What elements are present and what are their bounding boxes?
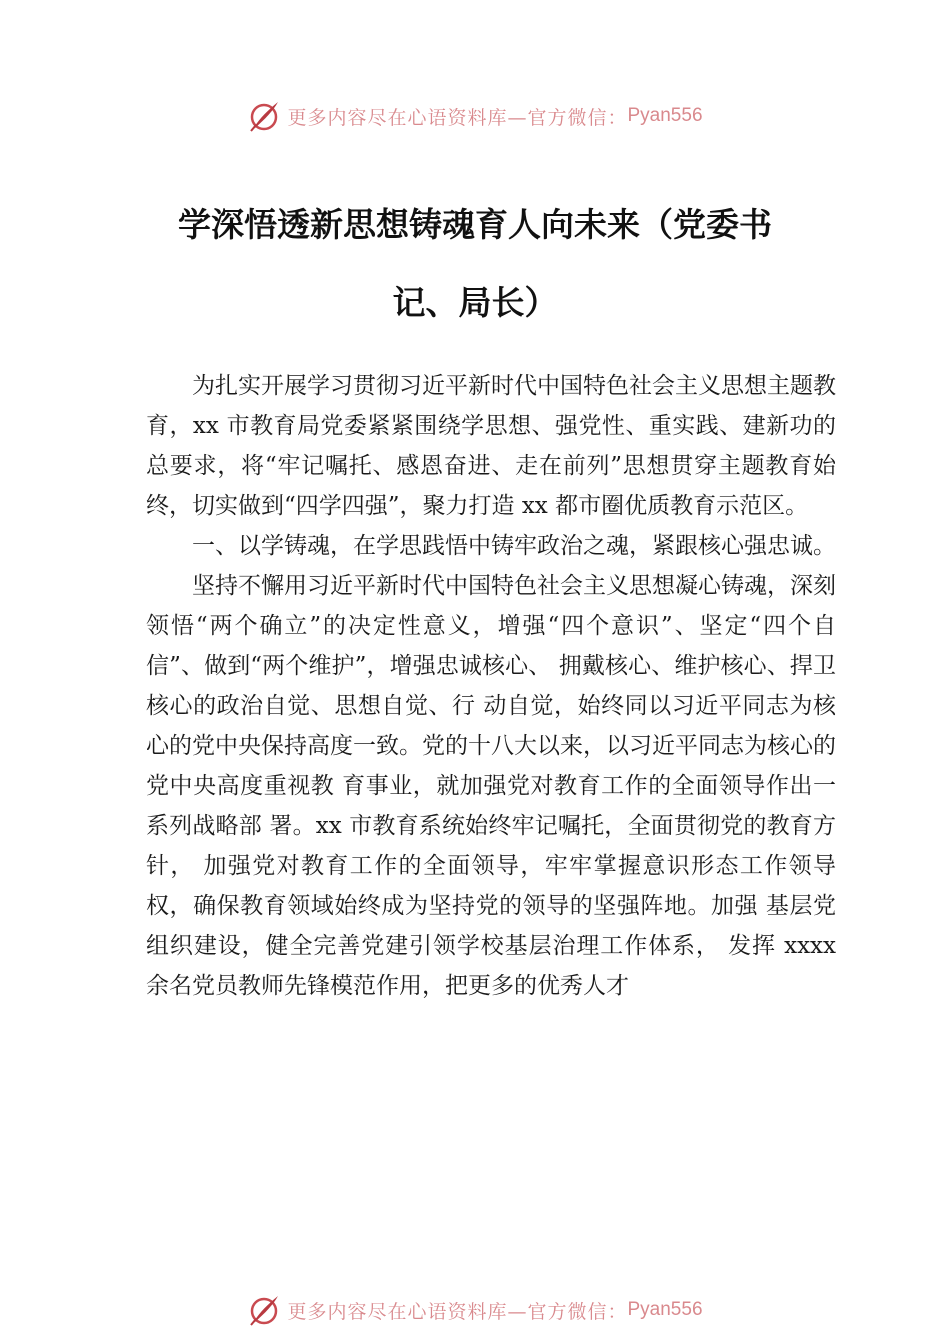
header-watermark <box>0 96 950 136</box>
watermark-wechat-id: Pyan556 <box>627 1299 703 1320</box>
document-title <box>140 186 810 342</box>
paragraph-intro: 为扎实开展学习贯彻习近平新时代中国特色社会主义思想主题教育，xx 市教育局党委紧紧围绕学思想、强党性、重实践、建新功的总要求，将“牢记嘱托、感恩奋进、走在前列”思想贯穿主题教育始终，切实做到“四学四强”，聚力打造 xx 都市圈优质教育示范区。 <box>146 373 836 519</box>
quill-logo-icon <box>247 99 281 133</box>
watermark-wechat-id: Pyan556 <box>627 105 703 126</box>
footer-watermark <box>0 1290 950 1330</box>
watermark-text: 更多内容尽在心语资料库—官方微信： <box>287 106 628 129</box>
watermark-text: 更多内容尽在心语资料库—官方微信： <box>287 1300 628 1323</box>
paragraph-section-heading: 一、以学铸魂，在学思践悟中铸牢政治之魂，紧跟核心强忠诚。 <box>192 533 836 559</box>
title-line-2: 记、局长） <box>392 283 558 322</box>
document-body <box>146 366 836 1006</box>
title-line-1: 学深悟透新思想铸魂育人向未来（党委书 <box>178 205 772 244</box>
quill-logo-icon <box>247 1293 281 1327</box>
paragraph-section-body: 坚持不懈用习近平新时代中国特色社会主义思想凝心铸魂，深刻领悟“两个确立”的决定性意义，增强“四个意识”、坚定“四个自信”、做到“两个维护”，增强忠诚核心、 拥戴核心、维护核心、捍卫核心的政治自觉、思想自觉、行 动自觉，始终同以习近平同志为核心的党中央保持高度一致。党的十八大以来，以习近平同志为核心的党中央高度重视教 育事业，就加强党对教育工作的全面领导作出一系列战略部 署。xx 市教育系统始终牢记嘱托，全面贯彻党的教育方针， 加强党对教育工作的全面领导，牢牢掌握意识形态工作领导 权，确保教育领域始终成为坚持党的领导的坚强阵地。加强 基层党组织建设，健全完善党建引领学校基层治理工作体系， 发挥 xxxx 余名党员教师先锋模范作用，把更多的优秀人才 <box>146 573 836 999</box>
